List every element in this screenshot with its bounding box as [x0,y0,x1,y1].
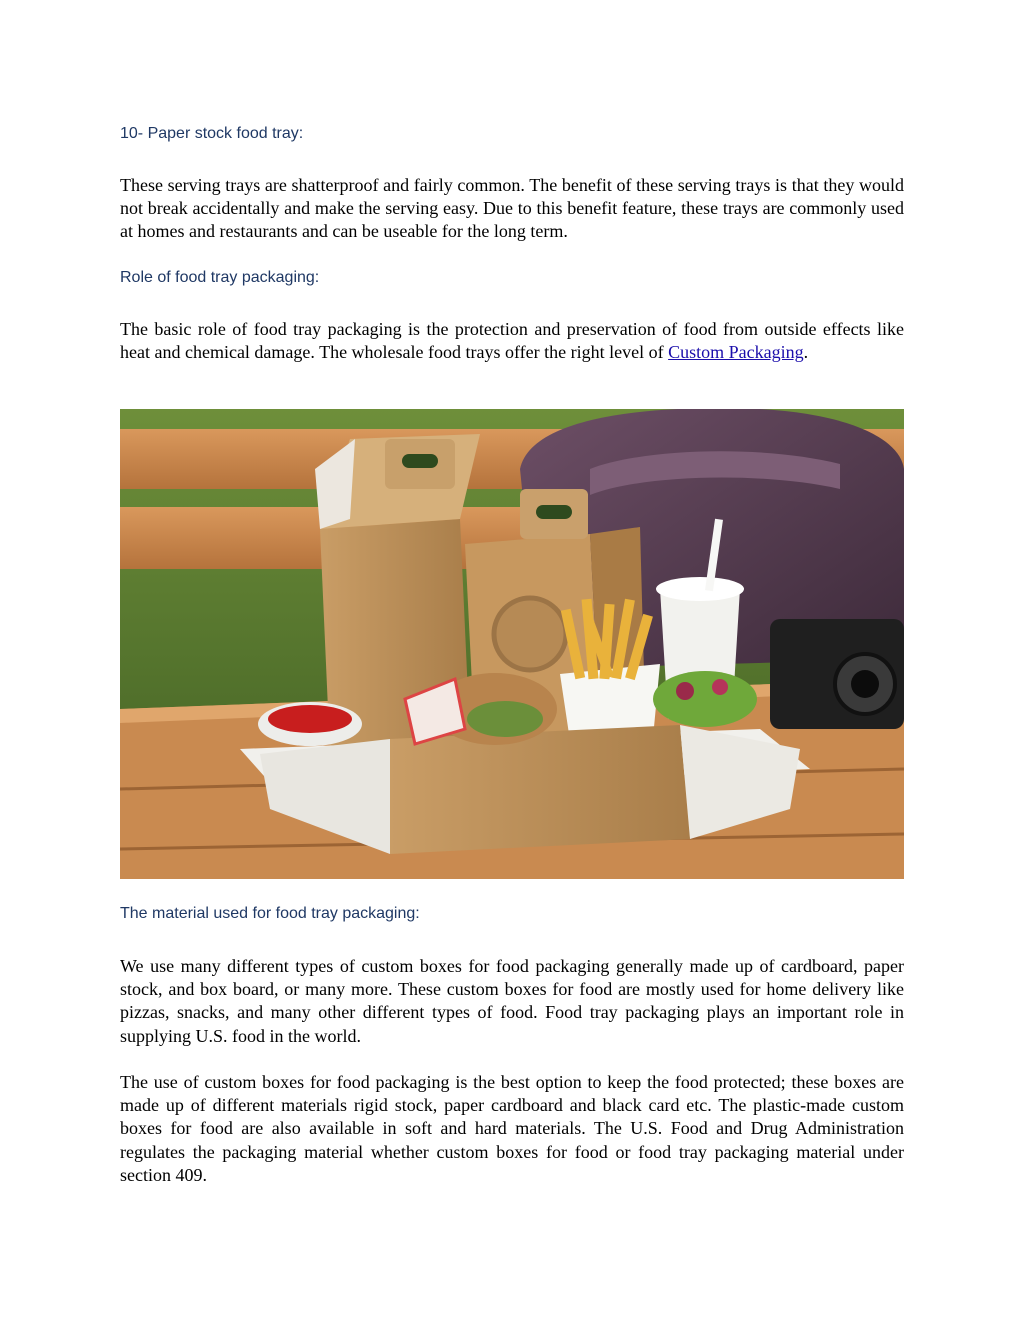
paragraph-role-text: The basic role of food tray packaging is the protection and preservation of food from outside effects like heat and chemical damage. The wholesale food trays offer the right level of [120,319,904,363]
food-tray-packaging-photo [120,409,904,879]
heading-paper-stock-food-tray: 10- Paper stock food tray: [120,125,304,142]
heading-material-used: The material used for food tray packaging: [120,905,420,922]
paragraph-serving-trays: These serving trays are shatterproof and fairly common. The benefit of these serving trays is that they would not break accidentally and make the serving easy. Due to this benefit feature, these trays are commonly used at homes and restaurants and can be useable for the long term. [120,175,904,242]
heading-role-of-food-tray-packaging: Role of food tray packaging: [120,269,320,286]
custom-packaging-link[interactable]: Custom Packaging [668,342,804,363]
paragraph-role-of-packaging [120,318,904,364]
paragraph-material-types: We use many different types of custom boxes for food packaging generally made up of cardboard, paper stock, and box board, or many more. These custom boxes for food are mostly used for home delivery like pizzas, snacks, and many other different types of food. Food tray packaging plays an important role in supplying U.S. food in the world. [120,956,904,1046]
paragraph-role-period: . [803,342,809,363]
paragraph-custom-boxes: The use of custom boxes for food packaging is the best option to keep the food protected; these boxes are made up of different materials rigid stock, paper cardboard and black card etc. The plastic-made custom boxes for food are also available in soft and hard materials. The U.S. Food and Drug Administration regulates the packaging material whether custom boxes for food or food tray packaging material under section 409. [120,1072,904,1185]
